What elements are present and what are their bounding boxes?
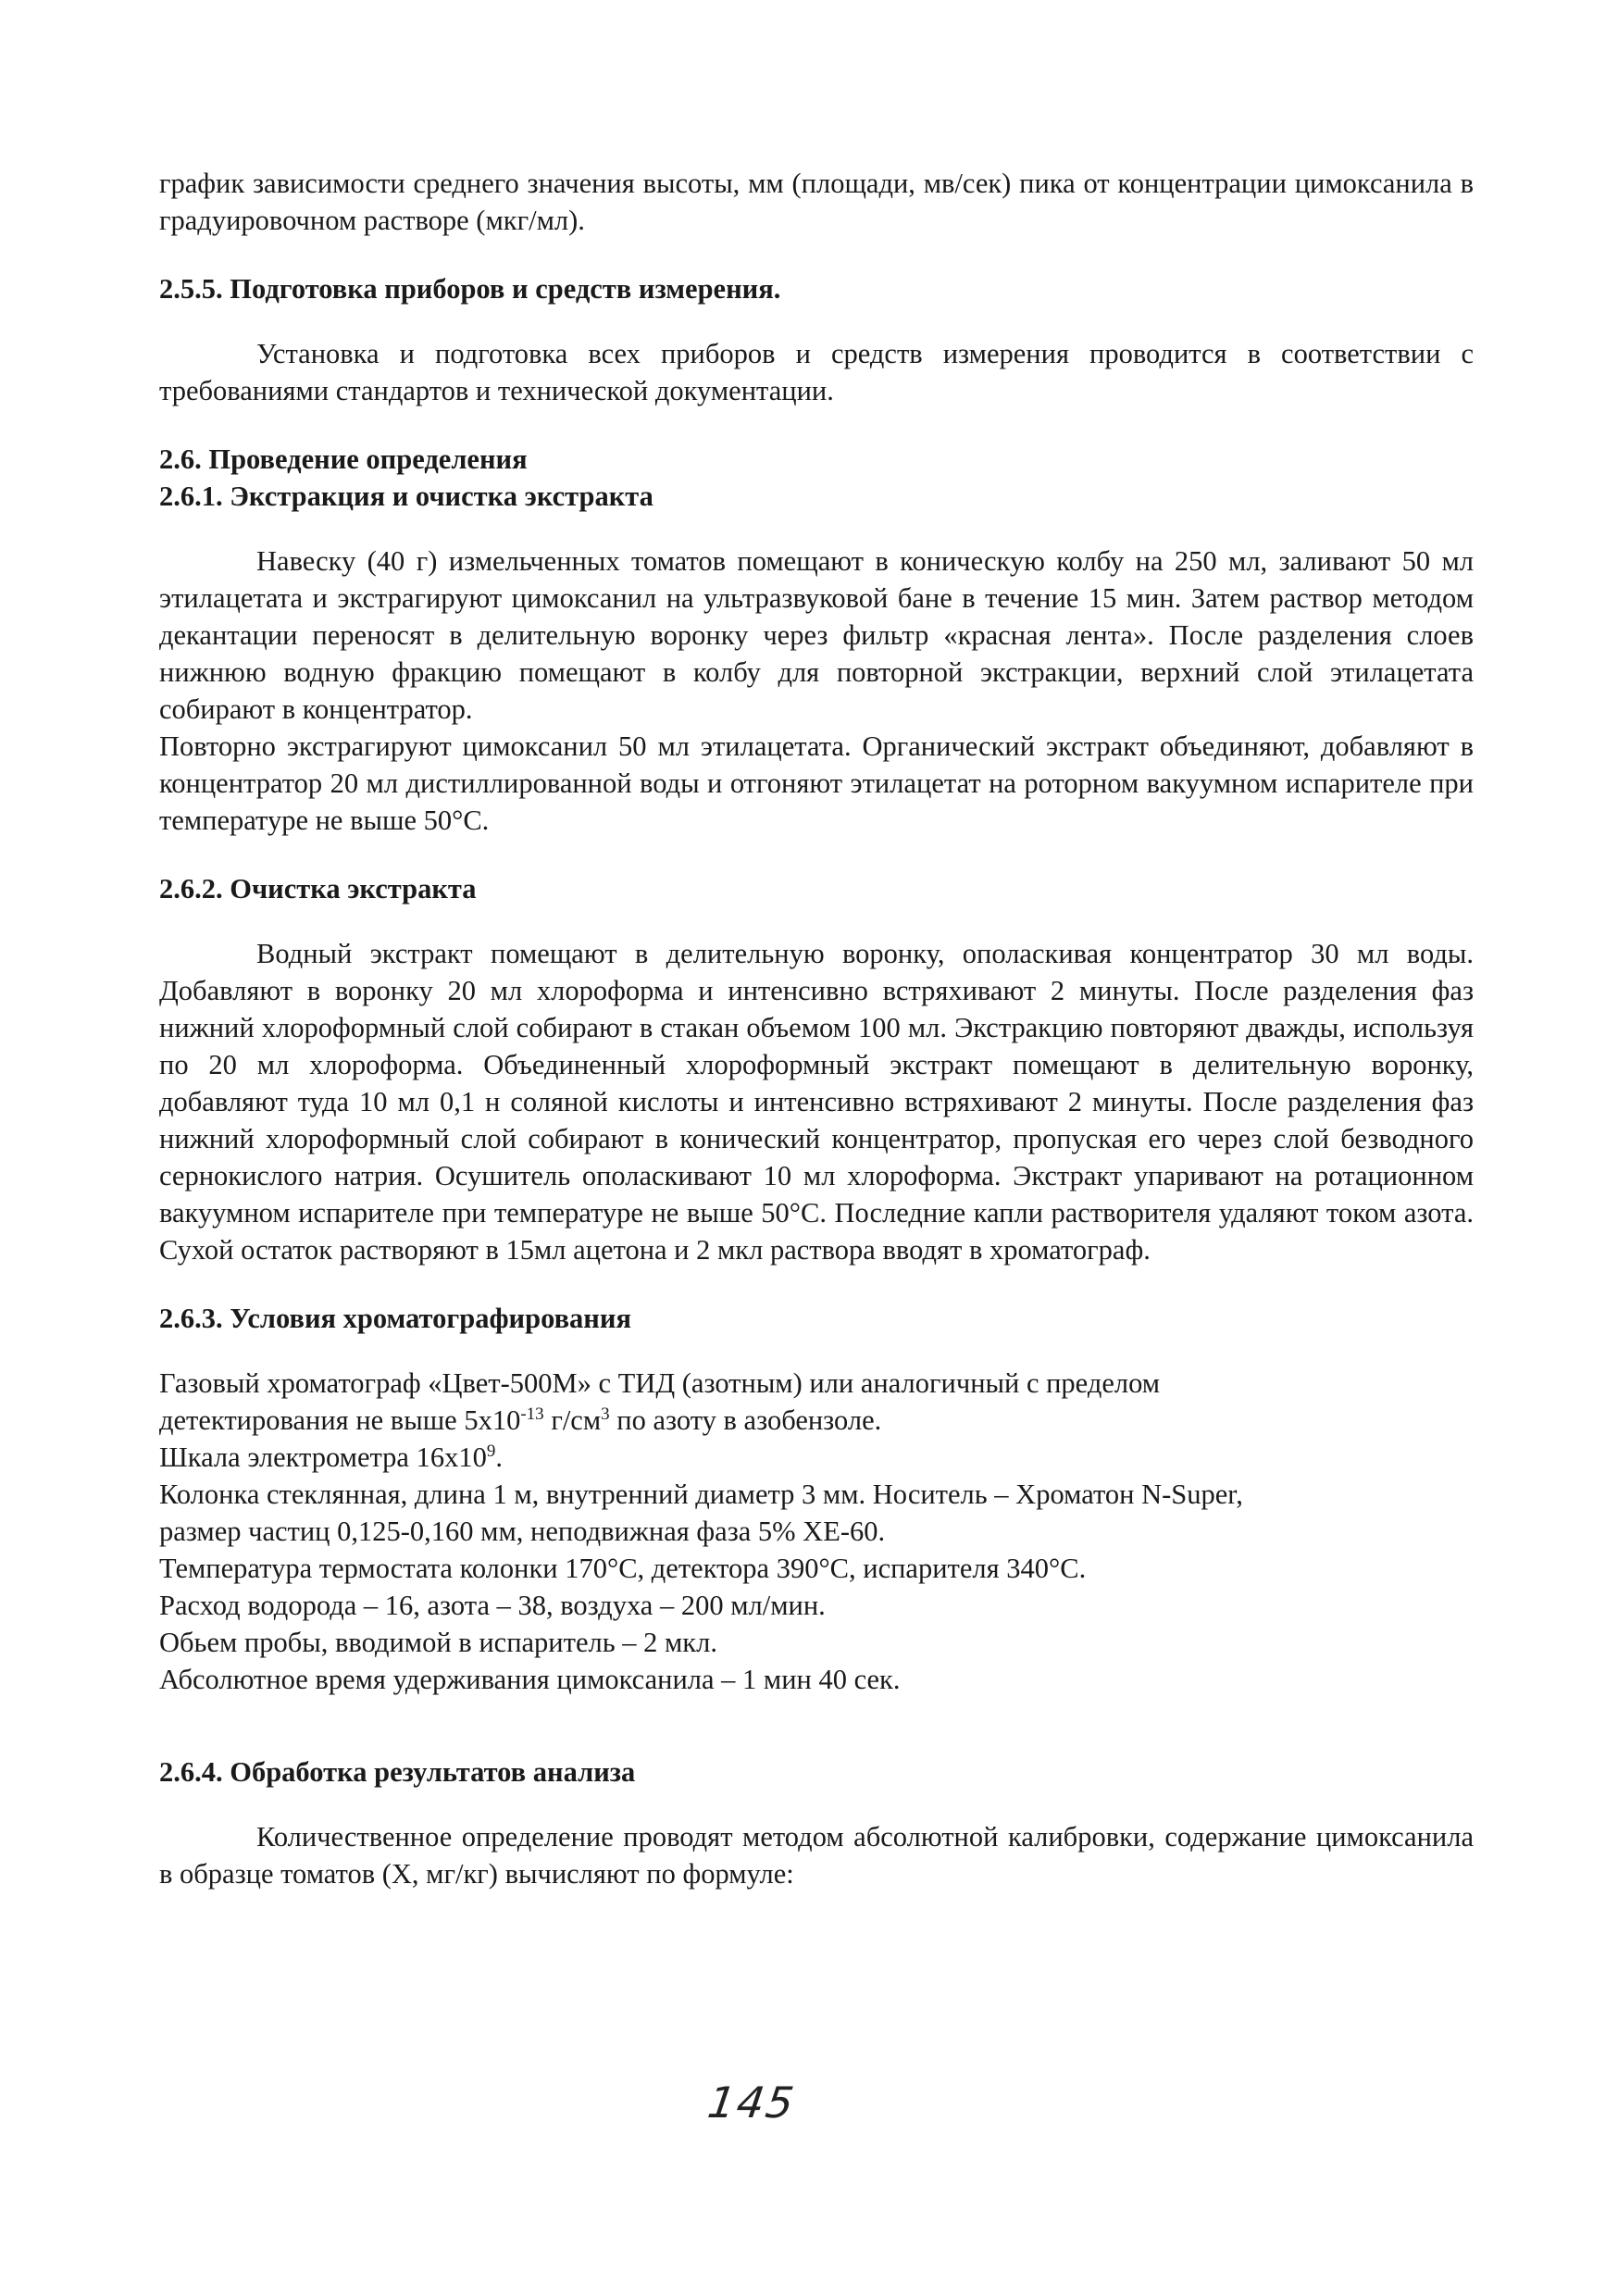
detector-line-2 xyxy=(159,1402,1474,1439)
paragraph-2-6-4-results: Количественное определение проводят методом абсолютной калибровки, содержание цимоксанила в образце томатов (X, мг/кг) вычисляют по формуле: xyxy=(159,1821,1474,1890)
heading-2-6-3: 2.6.3. Условия хроматографирования xyxy=(159,1303,631,1334)
sample-volume-line: Обьем пробы, вводимой в испаритель – 2 мкл. xyxy=(159,1627,717,1658)
heading-2-6-4: 2.6.4. Обработка результатов анализа xyxy=(159,1756,636,1788)
paragraph-2-6-1-extraction: Навеску (40 г) измельченных томатов помещают в коническую колбу на 250 мл, заливают 50 мл этилацетата и экстрагируют цимоксанил на ультразвуковой бане в течение 15 мин. Затем раствор методом декантации переносят в делительную воронку через фильтр «красная лента». После разделения слоев нижнюю водную фракцию помещают в колбу для повторной экстракции, верхний слой этилацетата собирают в концентратор. xyxy=(159,545,1474,725)
detector-limit-suffix: по азоту в азобензоле. xyxy=(609,1404,882,1436)
heading-2-6: 2.6. Проведение определения xyxy=(159,443,528,475)
detector-line-1: Газовый хроматограф «Цвет-500М» с ТИД (азотным) или аналогичный с пределом xyxy=(159,1367,1161,1399)
scale-exponent: 9 xyxy=(486,1441,496,1461)
retention-time-line: Абсолютное время удерживания цимоксанила – 1 мин 40 сек. xyxy=(159,1664,901,1695)
column-line-1: Колонка стеклянная, длина 1 м, внутренний диаметр 3 мм. Носитель – Хроматон N-Super, xyxy=(159,1479,1243,1510)
heading-2-6-1: 2.6.1. Экстракция и очистка экстракта xyxy=(159,480,653,512)
heading-2-5-5: 2.5.5. Подготовка приборов и средств измерения. xyxy=(159,273,781,305)
heading-2-6-2: 2.6.2. Очистка экстракта xyxy=(159,873,477,905)
column-line-2: размер частиц 0,125-0,160 мм, неподвижная фаза 5% XE-60. xyxy=(159,1516,886,1547)
gas-flow-line: Расход водорода – 16, азота – 38, воздуха – 200 мл/мин. xyxy=(159,1590,826,1621)
detector-limit-unit-exponent: 3 xyxy=(601,1404,610,1424)
page-number: 145 xyxy=(704,2078,799,2128)
temperature-line: Температура термостата колонки 170°С, детектора 390°С, испарителя 340°С. xyxy=(159,1553,1087,1584)
scale-suffix: . xyxy=(495,1441,503,1473)
paragraph-2-6-2-cleanup: Водный экстракт помещают в делительную воронку, ополаскивая концентратор 30 мл воды. Добавляют в воронку 20 мл хлороформа и интенсивно встряхивают 2 минуты. После разделения фаз нижний хлороформный слой собирают в стакан объемом 100 мл. Экстракцию повторяют дважды, используя по 20 мл хлороформа. Объединенный хлороформный экстракт помещают в делительную воронку, добавляют туда 10 мл 0,1 н соляной кислоты и интенсивно встряхивают 2 минуты. После разделения фаз нижний хлороформный слой собирают в конический концентратор, пропуская его через слой безводного сернокислого натрия. Осушитель ополаскивают 10 мл хлороформа. Экстракт упаривают на ротационном вакуумном испарителе при температуре не выше 50°С. Последние капли растворителя удаляют током азота. Сухой остаток растворяют в 15мл ацетона и 2 мкл раствора вводят в хроматограф. xyxy=(159,938,1474,1266)
scale-text: Шкала электрометра 16x10 xyxy=(159,1441,487,1473)
chromatography-conditions xyxy=(159,1365,1474,1698)
paragraph-2-6-1-repeat: Повторно экстрагируют цимоксанил 50 мл этилацетата. Органический экстракт объединяют, добавляют в концентратор 20 мл дистиллированной воды и отгоняют этилацетат на роторном вакуумном испарителе при температуре не выше 50°С. xyxy=(159,730,1474,836)
detector-limit-exponent: -13 xyxy=(520,1404,544,1424)
document-page xyxy=(159,165,1474,1892)
detector-limit-text: детектирования не выше 5x10 xyxy=(159,1404,521,1436)
electrometer-scale xyxy=(159,1439,1474,1476)
detector-limit-unit: г/см xyxy=(543,1404,602,1436)
paragraph-2-5-5: Установка и подготовка всех приборов и средств измерения проводится в соответствии с требованиями стандартов и технической документации. xyxy=(159,338,1474,406)
intro-paragraph: график зависимости среднего значения высоты, мм (площади, мв/сек) пика от концентрации цимоксанила в градуировочном растворе (мкг/мл). xyxy=(159,168,1474,236)
